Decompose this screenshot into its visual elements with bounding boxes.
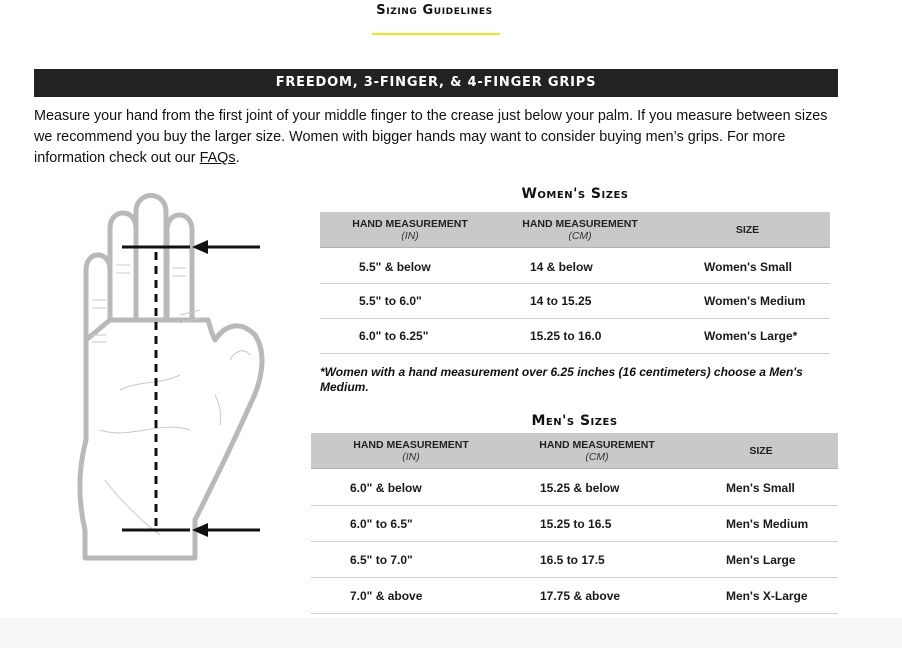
womens-sizes-heading: Women's Sizes (521, 186, 629, 202)
header-label: HAND MEASUREMENT (522, 218, 638, 230)
table-cell: 17.75 & above (540, 589, 621, 603)
mens-size-table (311, 433, 838, 614)
header-label: HAND MEASUREMENT (539, 439, 655, 451)
table-row (311, 542, 838, 578)
table-cell: Men's Large (726, 553, 796, 567)
header-label: SIZE (735, 224, 760, 236)
womens-footnote: *Women with a hand measurement over 6.25 inches (16 centimeters) choose a Men's Medium. (320, 365, 803, 394)
header-unit: (IN) (401, 230, 419, 242)
table-row (311, 506, 838, 542)
table-row (311, 578, 838, 614)
column-header (321, 439, 501, 463)
intro-text: Measure your hand from the first joint of your middle finger to the crease just below your palm. If you measure between sizes we recommend you buy the larger size. Women with bigger hands may want to consider buying men’s grips. For more information check out our (34, 108, 828, 166)
table-cell: 14 to 15.25 (530, 294, 592, 308)
column-header (675, 224, 820, 236)
mens-sizes-heading: Men's Sizes (531, 413, 618, 429)
table-cell: Men's Medium (726, 517, 809, 531)
table-cell: 15.25 to 16.0 (530, 329, 602, 343)
table-row (311, 470, 838, 506)
table-cell: 6.0" to 6.5" (350, 517, 413, 531)
table-cell: Women's Small (704, 260, 792, 274)
table-cell: 15.25 & below (540, 481, 620, 495)
table-row (320, 284, 830, 319)
hand-measurement-diagram-icon (60, 190, 280, 570)
header-label: HAND MEASUREMENT (353, 439, 469, 451)
table-cell: Women's Medium (704, 294, 806, 308)
column-header (507, 439, 687, 463)
header-unit: (IN) (402, 451, 420, 463)
column-header (490, 218, 670, 242)
section-title-bar: FREEDOM, 3-FINGER, & 4-FINGER GRIPS (34, 69, 838, 97)
header-unit: (CM) (585, 451, 609, 463)
table-cell: 6.5" to 7.0" (350, 553, 413, 567)
table-header (320, 212, 830, 248)
title-underline (372, 33, 500, 35)
table-cell: 14 & below (530, 260, 593, 274)
table-cell: 16.5 to 17.5 (540, 553, 605, 567)
faq-link[interactable]: FAQs (199, 150, 236, 166)
intro-end: . (235, 150, 240, 166)
header-label: SIZE (749, 445, 773, 457)
intro-paragraph (34, 106, 846, 169)
header-unit: (CM) (568, 230, 592, 242)
table-cell: 5.5" to 6.0" (359, 294, 422, 308)
womens-size-table (320, 212, 830, 354)
page-footer-band (0, 618, 902, 648)
table-cell: Women's Large* (704, 329, 798, 343)
header-label: HAND MEASUREMENT (352, 218, 468, 230)
table-cell: Men's Small (726, 481, 795, 495)
table-cell: Men's X-Large (726, 589, 808, 603)
column-header (320, 218, 500, 242)
table-cell: 5.5" & below (359, 260, 431, 274)
column-header (696, 445, 826, 457)
table-header (311, 433, 838, 469)
table-cell: 6.0" & below (350, 481, 422, 495)
table-cell: 15.25 to 16.5 (540, 517, 612, 531)
table-row (320, 319, 830, 354)
page-title: Sizing Guidelines (376, 3, 493, 18)
table-cell: 7.0" & above (350, 589, 423, 603)
table-row (320, 249, 830, 284)
table-cell: 6.0" to 6.25" (359, 329, 429, 343)
